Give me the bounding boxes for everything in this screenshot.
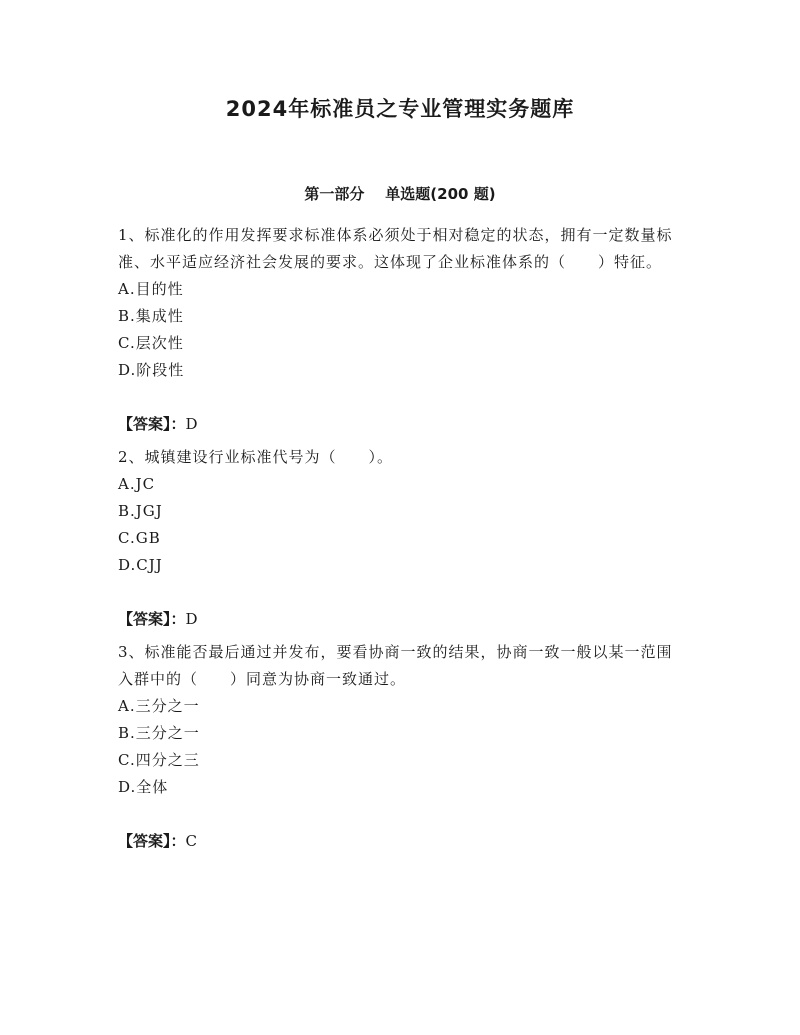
option-b: B.JGJ xyxy=(118,502,163,520)
question-1 xyxy=(118,222,688,438)
question-3 xyxy=(118,639,688,855)
option-a: A.JC xyxy=(118,475,156,493)
answer-value: D xyxy=(185,610,198,628)
option-list xyxy=(118,471,688,579)
option-list xyxy=(118,693,688,801)
answer-line xyxy=(118,606,688,633)
question-list xyxy=(118,222,688,861)
option-b: B.三分之一 xyxy=(118,724,200,742)
option-d: D.阶段性 xyxy=(118,361,185,379)
answer-label: 【答案】： xyxy=(118,610,186,628)
option-a: A.三分之一 xyxy=(118,697,200,715)
question-stem: 3、标准能否最后通过并发布，要看协商一致的结果，协商一致一般以某一范围入群中的（ ）同意为协商一致通过。 xyxy=(118,643,673,688)
option-c: C.层次性 xyxy=(118,334,184,352)
section-title: 第一部分 单选题(200 题) xyxy=(304,185,496,203)
option-d: D.全体 xyxy=(118,778,169,796)
answer-line xyxy=(118,411,688,438)
option-b: B.集成性 xyxy=(118,307,184,325)
option-c: C.GB xyxy=(118,529,161,547)
question-stem: 1、标准化的作用发挥要求标准体系必须处于相对稳定的状态，拥有一定数量标准、水平适应经济社会发展的要求。这体现了企业标准体系的（ ）特征。 xyxy=(118,226,673,271)
option-d: D.CJJ xyxy=(118,556,163,574)
option-c: C.四分之三 xyxy=(118,751,200,769)
answer-value: D xyxy=(185,415,198,433)
answer-line xyxy=(118,828,688,855)
answer-label: 【答案】： xyxy=(118,832,186,850)
question-2 xyxy=(118,444,688,633)
document-title: 2024年标准员之专业管理实务题库 xyxy=(225,97,575,121)
option-list xyxy=(118,276,688,384)
answer-value: C xyxy=(185,832,197,850)
answer-label: 【答案】： xyxy=(118,415,186,433)
option-a: A.目的性 xyxy=(118,280,184,298)
question-stem: 2、城镇建设行业标准代号为（ ）。 xyxy=(118,448,394,466)
